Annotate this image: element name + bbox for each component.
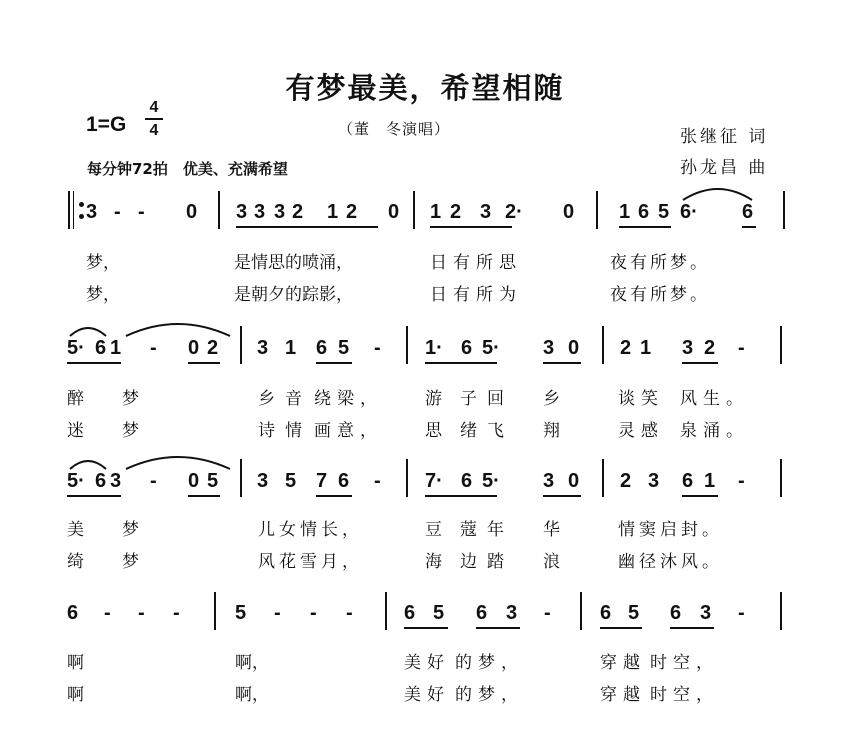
note: 3: [254, 201, 266, 223]
note: 6: [95, 470, 107, 492]
note: 6: [742, 201, 754, 223]
note: 3: [682, 337, 694, 359]
lyric-line-1: 的梦，: [455, 653, 524, 673]
note: 1: [704, 470, 716, 492]
note: 1: [640, 337, 652, 359]
note: -: [738, 337, 745, 359]
note: 0: [568, 470, 580, 492]
lyric-line-2: 风花: [258, 552, 300, 572]
note: 3: [257, 337, 269, 359]
note: 2: [450, 201, 462, 223]
note: -: [274, 602, 281, 624]
lyric-line-2: 啊，: [235, 685, 269, 705]
note: 1·: [425, 337, 443, 359]
note: 6: [404, 602, 416, 624]
note: 2: [704, 337, 716, 359]
note: 6: [670, 602, 682, 624]
lyric-line-2: 梦: [122, 552, 139, 572]
lyric-line-2: 啊: [67, 685, 84, 705]
lyric-line-2: 画意，: [314, 421, 383, 441]
tie-arc: [683, 189, 752, 200]
lyric-line-2: 美好: [404, 685, 450, 705]
note: 3: [648, 470, 660, 492]
lyric-line-1: 启封。: [660, 520, 723, 540]
note: 6: [67, 602, 79, 624]
note: 3: [543, 470, 555, 492]
meter-top: 4: [149, 99, 159, 116]
note: 1: [619, 201, 631, 223]
lyric-line-1: 啊: [67, 653, 84, 673]
note: 7·: [425, 470, 443, 492]
lyric-line-1: 醉: [67, 389, 84, 409]
note: -: [310, 602, 317, 624]
slur-arc: [70, 461, 106, 469]
lyric-line-2: 浪: [543, 552, 560, 572]
lyric-line-2: 边踏: [460, 552, 514, 572]
lyric-line-1: 情长，: [300, 520, 363, 540]
note: 3: [274, 201, 286, 223]
note: -: [374, 470, 381, 492]
lyric-line-1: 游: [425, 389, 442, 409]
note: 3: [86, 201, 98, 223]
note: -: [738, 470, 745, 492]
note: 2: [346, 201, 358, 223]
composer-credit: 孙龙昌 曲: [680, 158, 769, 178]
meter-bottom: 4: [149, 122, 159, 139]
slur-arc: [126, 457, 230, 469]
singer-credit: （董 冬演唱）: [338, 120, 451, 138]
note: 6: [338, 470, 350, 492]
note: 3: [257, 470, 269, 492]
note: 3: [110, 470, 122, 492]
note: -: [138, 201, 145, 223]
note: -: [114, 201, 121, 223]
note: 6: [461, 337, 473, 359]
note: -: [544, 602, 551, 624]
note: -: [104, 602, 111, 624]
lyric-line-2: 翔: [543, 421, 560, 441]
note: 6: [461, 470, 473, 492]
note: 6·: [680, 201, 698, 223]
lyric-line-1: 谈笑: [618, 389, 664, 409]
lyric-line-1: 美好: [404, 653, 450, 673]
lyric-line-1: 绕梁，: [314, 389, 383, 409]
note: 2: [207, 337, 219, 359]
lyric-line-1: 子回: [460, 389, 514, 409]
lyricist-credit: 张继征 词: [680, 127, 769, 147]
note: 5: [628, 602, 640, 624]
lyric-line-2: 沐风。: [660, 552, 723, 572]
note: 5: [658, 201, 670, 223]
lyric-line-2: 迷: [67, 421, 84, 441]
note: 3: [543, 337, 555, 359]
lyric-line-2: 夜有所梦。: [610, 285, 710, 305]
lyric-line-1: 梦: [122, 520, 139, 540]
lyric-line-1: 日有所思: [430, 253, 522, 273]
lyric-line-1: 啊，: [235, 653, 269, 673]
note: 5: [207, 470, 219, 492]
note: 6: [638, 201, 650, 223]
lyric-line-1: 乡: [543, 389, 560, 409]
lyric-line-1: 时空，: [650, 653, 719, 673]
lyric-line-2: 穿越: [600, 685, 646, 705]
note: 0: [188, 337, 200, 359]
note: 6: [682, 470, 694, 492]
lyric-line-2: 雪月，: [300, 552, 363, 572]
note: -: [150, 337, 157, 359]
song-title: 有梦最美，希望相随: [285, 71, 565, 105]
lyric-line-2: 日有所为: [430, 285, 522, 305]
note: 6: [316, 337, 328, 359]
note: 3: [700, 602, 712, 624]
note: 6: [476, 602, 488, 624]
lyric-line-1: 梦: [122, 389, 139, 409]
lyric-line-1: 豆: [425, 520, 442, 540]
lyric-line-1: 儿女: [258, 520, 300, 540]
note: 5·: [482, 337, 500, 359]
lyric-line-1: 穿越: [600, 653, 646, 673]
note: 3: [236, 201, 248, 223]
note: -: [138, 602, 145, 624]
note: -: [374, 337, 381, 359]
tempo-marking: 每分钟72拍 优美、充满希望: [87, 160, 288, 178]
lyric-line-2: 幽径: [618, 552, 660, 572]
lyric-line-2: 灵感: [618, 421, 664, 441]
lyric-line-2: 的梦，: [455, 685, 524, 705]
lyric-line-1: 情窦: [618, 520, 660, 540]
lyric-line-1: 乡音: [258, 389, 312, 409]
note: 1: [327, 201, 339, 223]
note: -: [150, 470, 157, 492]
note: 5: [235, 602, 247, 624]
note: 5·: [67, 337, 85, 359]
note: -: [346, 602, 353, 624]
note: 2: [620, 337, 632, 359]
note: 6: [600, 602, 612, 624]
lyric-line-1: 美: [67, 520, 84, 540]
lyric-line-1: 风生。: [680, 389, 749, 409]
lyric-line-2: 时空，: [650, 685, 719, 705]
note: 3: [506, 602, 518, 624]
lyric-line-2: 是朝夕的踪影，: [234, 285, 353, 305]
note: 2: [620, 470, 632, 492]
note: 0: [188, 470, 200, 492]
note: 7: [316, 470, 328, 492]
note: 6: [95, 337, 107, 359]
note: 1: [430, 201, 442, 223]
note: 1: [110, 337, 122, 359]
lyric-line-1: 是情思的喷涌，: [234, 253, 353, 273]
lyric-line-2: 梦: [122, 421, 139, 441]
note: 5·: [482, 470, 500, 492]
note: -: [173, 602, 180, 624]
note: 5: [338, 337, 350, 359]
note: 0: [563, 201, 575, 223]
lyric-line-1: 蔻年: [460, 520, 514, 540]
note: 3: [480, 201, 492, 223]
note: 2: [292, 201, 304, 223]
lyric-line-2: 海: [425, 552, 442, 572]
lyric-line-1: 华: [543, 520, 560, 540]
note: 2·: [505, 201, 523, 223]
key-signature: 1=G: [86, 113, 127, 136]
note: 5: [433, 602, 445, 624]
lyric-line-1: 梦，: [86, 253, 120, 273]
lyric-line-2: 思: [425, 421, 442, 441]
note: 5·: [67, 470, 85, 492]
lyric-line-2: 诗情: [258, 421, 312, 441]
note: 0: [186, 201, 198, 223]
note: 0: [388, 201, 400, 223]
lyric-line-1: 夜有所梦。: [610, 253, 710, 273]
note: 1: [285, 337, 297, 359]
slur-arc: [70, 328, 106, 336]
note: 0: [568, 337, 580, 359]
lyric-line-2: 泉涌。: [680, 421, 749, 441]
note: 5: [285, 470, 297, 492]
note: -: [738, 602, 745, 624]
lyric-line-2: 绪飞: [460, 421, 514, 441]
lyric-line-2: 绮: [67, 552, 84, 572]
slur-arc: [126, 324, 230, 336]
lyric-line-2: 梦，: [86, 285, 120, 305]
